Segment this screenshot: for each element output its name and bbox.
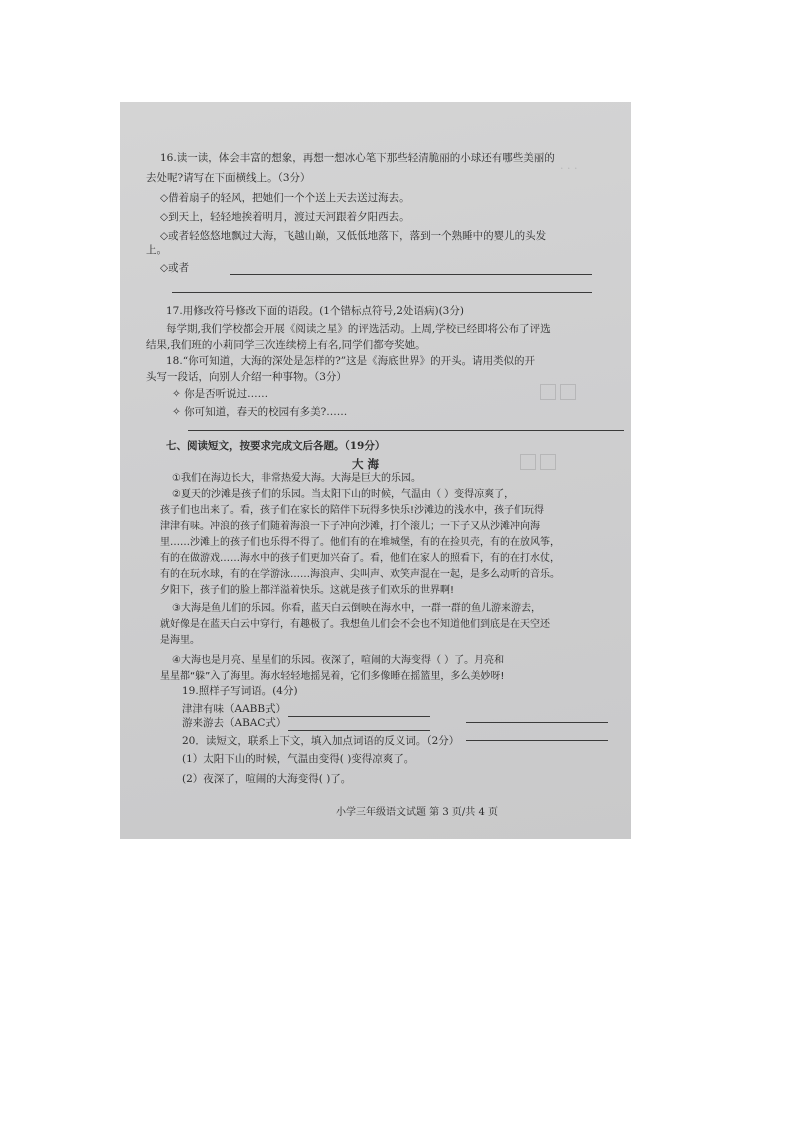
q18-line1: 18.“你可知道，大海的深处是怎样的?”这是《海底世界》的开头。请用类似的开 [166,355,536,367]
q17-line1: 17.用修改符号修改下面的语段。(1个错标点符号,2处语病)(3分) [166,305,464,317]
q16-option-3-cont: 上。 [146,244,167,256]
passage-p1: ①我们在海边长大，非常热爱大海。大海是巨大的乐园。 [172,473,421,484]
answer-line [188,430,624,431]
answer-line [466,722,608,723]
bleed-through-marks: · · · [560,162,578,175]
passage-p4-line1: ④大海也是月亮、星星们的乐园。夜深了，喧闹的大海变得（ ）了。月亮和 [172,655,505,666]
q18-line2: 头写一段话，向别人介绍一种事物。（3分） [146,371,347,383]
passage-p4-line2: 星星都“躲”入了海里。海水轻轻地摇晃着，它们多像睡在摇篮里，多么美妙呀! [160,671,505,682]
q16-line1: 16.读一读，体会丰富的想象，再想一想冰心笔下那些轻清脆丽的小球还有哪些美丽的 [160,152,555,164]
passage-p2-line3: 津津有味。冲浪的孩子们随着海浪一下子冲向沙滩，打个滚儿；一下子又从沙滩冲向海 [160,521,540,532]
passage-p2-line5: 有的在做游戏……海水中的孩子们更加兴奋了。看，他们在家人的照看下，有的在打水仗， [160,553,560,564]
passage-p3-line3: 是海里。 [160,635,200,646]
passage-p2-line1: ②夏天的沙滩是孩子们的乐园。当太阳下山的时候，气温由（ ）变得凉爽了， [172,489,515,500]
answer-line [466,740,608,741]
bleed-through-grid [560,384,576,400]
bleed-through-grid [520,454,536,470]
q19-line1: 19.照样子写词语。(4分) [182,685,298,697]
q18-example-1: ✧ 你是否听说过…… [172,388,269,400]
q19-item-a: 津津有味（AABB式） [182,703,287,715]
q20-item-1: (1）太阳下山的时候，气温由变得( )变得凉爽了。 [182,753,415,765]
q20-line1: 20．读短文，联系上下文，填入加点词语的反义词。（2分） [182,735,460,747]
q18-example-2: ✧ 你可知道，春天的校园有多美?…… [172,406,348,418]
scanned-exam-page [120,102,631,839]
q17-line3: 结果,我们班的小莉同学三次连续榜上有名,同学们都夸奖她。 [146,339,426,351]
answer-line [288,716,430,717]
q16-option-3: ◇或者轻悠悠地飘过大海，飞越山巅，又低低地落下，落到一个熟睡中的婴儿的头发 [160,230,547,242]
passage-p3-line1: ③大海是鱼儿们的乐园。你看，蓝天白云倒映在海水中，一群一群的鱼儿游来游去， [172,603,541,614]
page-footer: 小学三年级语文试题 第 3 页/共 4 页 [336,807,498,818]
passage-title: 大 海 [352,457,380,471]
passage-p3-line2: 就好像是在蓝天白云中穿行，有趣极了。我想鱼儿们会不会也不知道他们到底是在天空还 [160,619,550,630]
passage-p2-line6: 有的在玩水球，有的在学游泳……海浪声、尖叫声、欢笑声混在一起，是多么动听的音乐。 [160,569,560,580]
q16-line2: 去处呢?请写在下面横线上。（3分） [146,172,311,184]
answer-line [288,730,430,731]
passage-p2-line2: 孩子们也出来了。看，孩子们在家长的陪伴下玩得多快乐!沙滩边的浅水中，孩子们玩得 [160,505,545,516]
section-7-heading: 七、阅读短文，按要求完成文后各题。（19分） [166,440,386,452]
q16-option-2: ◇到天上，轻轻地挨着明月，渡过天河跟着夕阳西去。 [160,211,410,223]
q16-option-1: ◇借着扇子的轻风，把她们一个个送上天去送过海去。 [160,192,410,204]
bleed-through-grid [540,454,556,470]
q19-item-b: 游来游去（ABAC式） [182,717,287,729]
q20-item-2: (2）夜深了，喧闹的大海变得( )了。 [182,773,352,785]
answer-line [230,274,592,275]
answer-line [172,292,592,293]
q17-line2: 每学期,我们学校都会开展《阅读之星》的评选活动。上周,学校已经即将公布了评选 [166,323,551,335]
passage-p2-line7: 夕阳下，孩子们的脸上都洋溢着快乐。这就是孩子们欢乐的世界啊! [160,585,455,596]
bleed-through-grid [540,384,556,400]
q16-option-4: ◇或者 [160,262,190,274]
passage-p2-line4: 里……沙滩上的孩子们也乐得不得了。他们有的在堆城堡，有的在捡贝壳，有的在放风筝， [160,537,560,548]
